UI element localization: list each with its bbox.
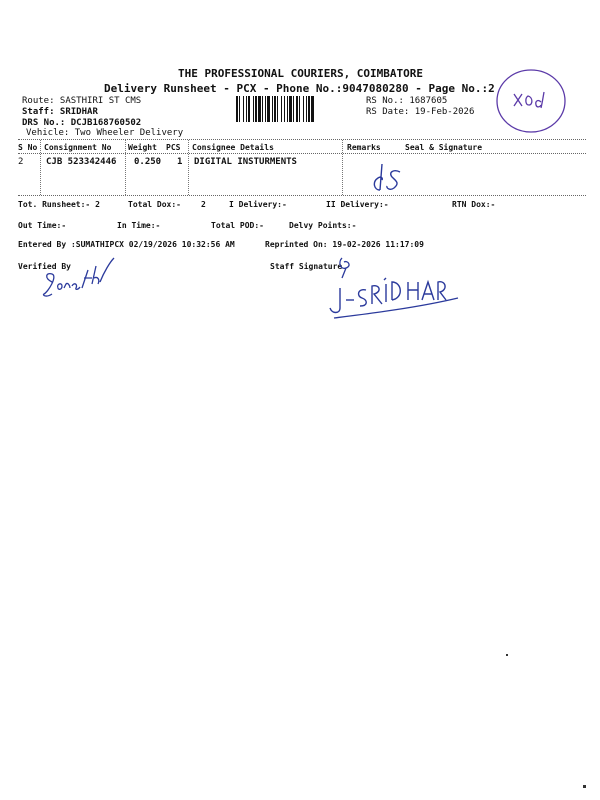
barcode-bar [253, 96, 254, 122]
barcode-bar [289, 96, 292, 122]
header-s-no: S No [18, 143, 38, 152]
barcode-bar [311, 96, 314, 122]
i-delivery: I Delivery:- [229, 200, 287, 209]
total-pod: Total POD:- [211, 221, 264, 230]
barcode-bar [236, 96, 238, 122]
drs-number: DRS No.: DCJB168760502 [22, 118, 142, 128]
barcode-bar [265, 96, 266, 122]
barcode-bar [246, 96, 247, 122]
barcode-bar [239, 96, 240, 122]
staff-signature-label: Staff Signature [270, 262, 343, 271]
barcode-bar [272, 96, 273, 122]
header-consignee: Consignee Details [192, 143, 274, 152]
runsheet-subtitle: Delivery Runsheet - PCX - Phone No.:9047080280 - Page No.:2 [104, 82, 495, 95]
col-divider [125, 140, 126, 195]
row-weight: 0.250 [134, 157, 162, 167]
row-s-no: 2 [18, 157, 24, 167]
barcode-bar [258, 96, 261, 122]
barcode-bar [277, 96, 278, 122]
barcode-bar [243, 96, 244, 122]
ii-delivery: II Delivery:- [326, 200, 389, 209]
barcode-bar [274, 96, 276, 122]
delvy-points: Delvy Points:- [289, 221, 357, 230]
in-time: In Time:- [117, 221, 161, 230]
scan-dot [506, 654, 508, 656]
barcode-bar [248, 96, 250, 122]
barcode-bar [255, 96, 257, 122]
row-consignment: CJB 523342446 [46, 157, 117, 167]
header-remarks: Remarks [347, 143, 381, 152]
rs-date: RS Date: 19-Feb-2026 [366, 107, 475, 117]
row-consignee: DIGITAL INSTURMENTS [194, 157, 297, 167]
reprinted-on: Reprinted On: 19-02-2026 11:17:09 [265, 240, 424, 249]
header-seal-signature: Seal & Signature [405, 143, 483, 152]
barcode-bar [303, 96, 304, 122]
barcode-bar [281, 96, 282, 122]
barcode-bar [262, 96, 263, 122]
table-header-rule [18, 153, 586, 154]
handwritten-stamp-icon [492, 64, 570, 138]
entered-by: Entered By :SUMATHIPCX 02/19/2026 10:32:56 AM [18, 240, 235, 249]
verified-by-label: Verified By [18, 262, 71, 271]
barcode-bar [293, 96, 294, 122]
col-divider [188, 140, 189, 195]
tot-runsheet: Tot. Runsheet:- 2 [18, 200, 100, 209]
table-bottom-rule [18, 195, 586, 196]
total-dox-value: 2 [201, 200, 206, 209]
barcode-bar [284, 96, 285, 122]
staff-label: Staff: SRIDHAR [22, 107, 98, 117]
barcode-bar [267, 96, 270, 122]
col-divider [342, 140, 343, 195]
verified-signature-icon [38, 252, 128, 302]
route-label: Route: SASTHIRI ST CMS [22, 96, 142, 106]
barcode-bar [296, 96, 298, 122]
rs-number: RS No.: 1687605 [366, 96, 448, 106]
company-title: THE PROFESSIONAL COURIERS, COIMBATORE [178, 67, 424, 80]
row-pcs: 1 [177, 157, 183, 167]
header-weight: Weight [128, 143, 157, 152]
table-top-rule [18, 139, 586, 140]
remarks-signature-icon [368, 160, 408, 194]
staff-signature-icon [326, 256, 466, 322]
barcode-bar [308, 96, 310, 122]
out-time: Out Time:- [18, 221, 67, 230]
total-dox-label: Total Dox:- [128, 200, 181, 209]
barcode-image [236, 96, 360, 122]
barcode-bar [299, 96, 300, 122]
header-pcs: PCS [166, 143, 181, 152]
rtn-dox: RTN Dox:- [452, 200, 496, 209]
col-divider [40, 140, 41, 195]
scan-dot [583, 785, 586, 788]
header-consignment: Consignment No [44, 143, 112, 152]
vehicle-label: Vehicle: Two Wheeler Delivery [26, 128, 184, 138]
barcode-bar [306, 96, 307, 122]
barcode-bar [287, 96, 288, 122]
